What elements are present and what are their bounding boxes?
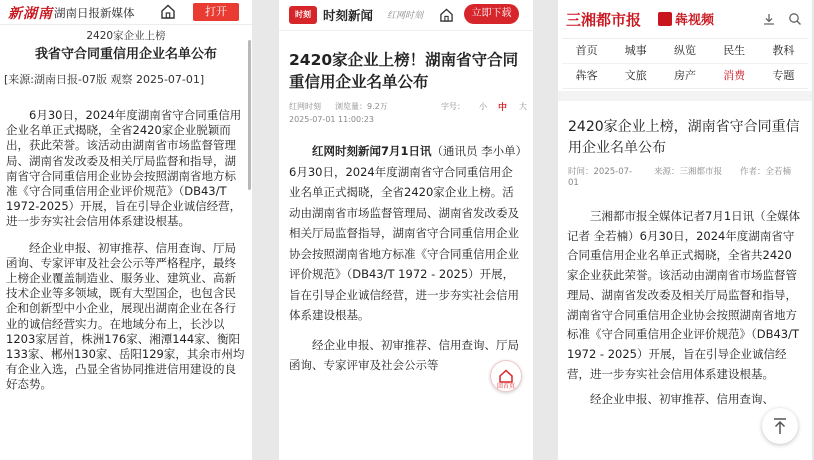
nav-item[interactable]: 民生 — [723, 44, 746, 57]
font-size-medium[interactable]: 中 — [498, 103, 508, 113]
nav-item[interactable]: 专题 — [772, 69, 795, 82]
back-to-top-button[interactable] — [762, 408, 798, 444]
app-name: 湖南日报新媒体 — [54, 6, 135, 20]
font-size-large[interactable]: 大 — [519, 102, 527, 111]
article-body — [289, 141, 523, 376]
arrow-up-icon — [762, 408, 798, 444]
scrollbar[interactable] — [248, 40, 251, 190]
article-title: 2420家企业上榜！湖南省守合同重信用企业名单公布 — [289, 51, 519, 91]
search-icon[interactable] — [788, 12, 802, 26]
article-title: 2420家企业上榜，湖南省守合同重信用企业名单公布 — [568, 119, 800, 156]
app-header — [558, 0, 812, 38]
home-icon[interactable] — [160, 4, 176, 19]
video-icon — [658, 12, 672, 26]
back-home-label: 回首页 — [496, 383, 515, 390]
app-logo: 时刻 — [289, 6, 317, 24]
sanxiang-metro-article-panel — [558, 0, 812, 460]
article-body — [6, 108, 246, 393]
video-channel[interactable] — [658, 9, 714, 28]
view-count: 浏览量：9.2万 — [335, 102, 388, 111]
download-app-button[interactable]: 立即下载 — [464, 4, 519, 24]
nav-item[interactable]: 犇客 — [575, 69, 598, 82]
nav-item-active[interactable]: 消费 — [723, 69, 746, 82]
article-source: 红网时刻 — [289, 102, 321, 111]
app-logo: 新湖南 — [8, 6, 53, 22]
hunan-daily-article-panel — [0, 0, 252, 460]
article-source: [来源:湖南日报-07版 观察 2025-07-01] — [4, 73, 205, 86]
download-icon[interactable] — [762, 12, 776, 26]
article-lead: 红网时刻新闻7月1日讯 — [312, 144, 432, 158]
shike-news-article-panel — [279, 0, 533, 460]
article-paragraph: 经企业申报、初审推荐、信用查询、厅局函询、专家评审及社会公示等 — [289, 337, 519, 372]
brand-logo: 三湘都市报 — [566, 11, 642, 29]
nav-item[interactable]: 首页 — [575, 44, 598, 57]
nav-item[interactable]: 文旅 — [624, 69, 647, 82]
article-meta — [568, 167, 802, 193]
nav-item[interactable]: 城事 — [624, 44, 647, 57]
article-paragraph: 6月30日，2024年度湖南省守合同重信用企业名单正式揭晓，全省2420家企业脱颖而出，获此荣誉。该活动由湖南省市场监督管理局、湖南省发改委及相关厅局监督和指导，湖南省守合同重信用企业协会按照湖南省地方标准《守合同重信用企业评价规范》（DB43/T 1972-2025）开展，旨在引导企业诚信经营，进一步夯实社会信用体系建设根基。 — [6, 108, 242, 229]
article-paragraph: 经企业申报、初审推荐、信用查询、 — [590, 392, 774, 407]
nav-item[interactable]: 教科 — [772, 44, 795, 57]
article-meta — [289, 101, 527, 127]
article-author: 作者：全若楠 — [740, 167, 792, 177]
nav-item[interactable]: 纵览 — [673, 44, 696, 57]
nav-row — [562, 63, 808, 88]
article-title: 我省守合同重信用企业名单公布 — [34, 47, 217, 62]
nav-item[interactable]: 房产 — [673, 69, 696, 82]
nav-row — [562, 39, 808, 63]
app-slogan: 红网时刻 — [387, 11, 424, 21]
article-paragraph — [289, 141, 523, 326]
video-channel-label: 犇视频 — [675, 13, 715, 28]
article-body — [567, 207, 803, 410]
article-paragraph: 经企业申报、初审推荐、信用查询、厅局函询、专家评审及社会公示等严格程序，最终上榜企业覆盖制造业、服务业、建筑业、高新技术企业等多领域，既有大型国企，也包含民企和创新型中小企业，展现出湖南企业在各行业的诚信经营实力。在地域分布上，长沙以1203家居首，株洲176家、湘潭144家、衡阳133家、郴州130家、岳阳129家，其余市州均有企业入选，凸显全省协同推进信用建设的良好态势。 — [6, 240, 245, 392]
article-paragraph: 三湘都市报全媒体记者7月1日讯（全媒体记者 全若楠）6月30日，2024年度湖南省守合同重信用企业名单正式揭晓，全省共2420家企业获此荣誉。该活动由湖南省市场监督管理局、湖南省发改委及相关厅局监督和指导，湖南省守合同重信用企业协会按照湖南省地方标准《守合同重信用企业评价规范》（DB43/T 1972 - 2025）开展，旨在引导企业诚信经营，进一步夯实社会信用体系建设根基。 — [567, 209, 801, 381]
home-icon[interactable] — [439, 8, 454, 22]
app-header — [279, 0, 533, 31]
open-app-button[interactable]: 打开 — [193, 3, 239, 21]
article-paragraph-text: （通讯员 李小单）6月30日，2024年度湖南省守合同重信用企业名单正式揭晓，全省2420家企业上榜。活动由湖南省市场监督管理局、湖南省发改委及相关厅局监督指导，湖南省守合同重信用企业协会按照湖南省地方标准《守合同重信用企业评价规范》（DB43/T 1972 - 2025）开展，旨在引导企业诚信经营，进一步夯实社会信用体系建设根基。 — [289, 144, 522, 322]
article-source: 来源：三湘都市报 — [654, 167, 723, 177]
back-home-button[interactable] — [490, 360, 522, 392]
font-size-label: 字号： — [441, 102, 465, 111]
article-kicker: 2420家企业上榜 — [86, 30, 166, 42]
channel-nav — [562, 38, 808, 89]
publish-date: 2025-07-01 11:00:23 — [289, 115, 374, 124]
section-divider — [558, 91, 812, 101]
font-size-small[interactable]: 小 — [479, 102, 487, 111]
app-header — [0, 0, 252, 25]
publish-time: 时间：2025-07-01 — [568, 167, 633, 188]
app-name: 时刻新闻 — [323, 8, 374, 23]
